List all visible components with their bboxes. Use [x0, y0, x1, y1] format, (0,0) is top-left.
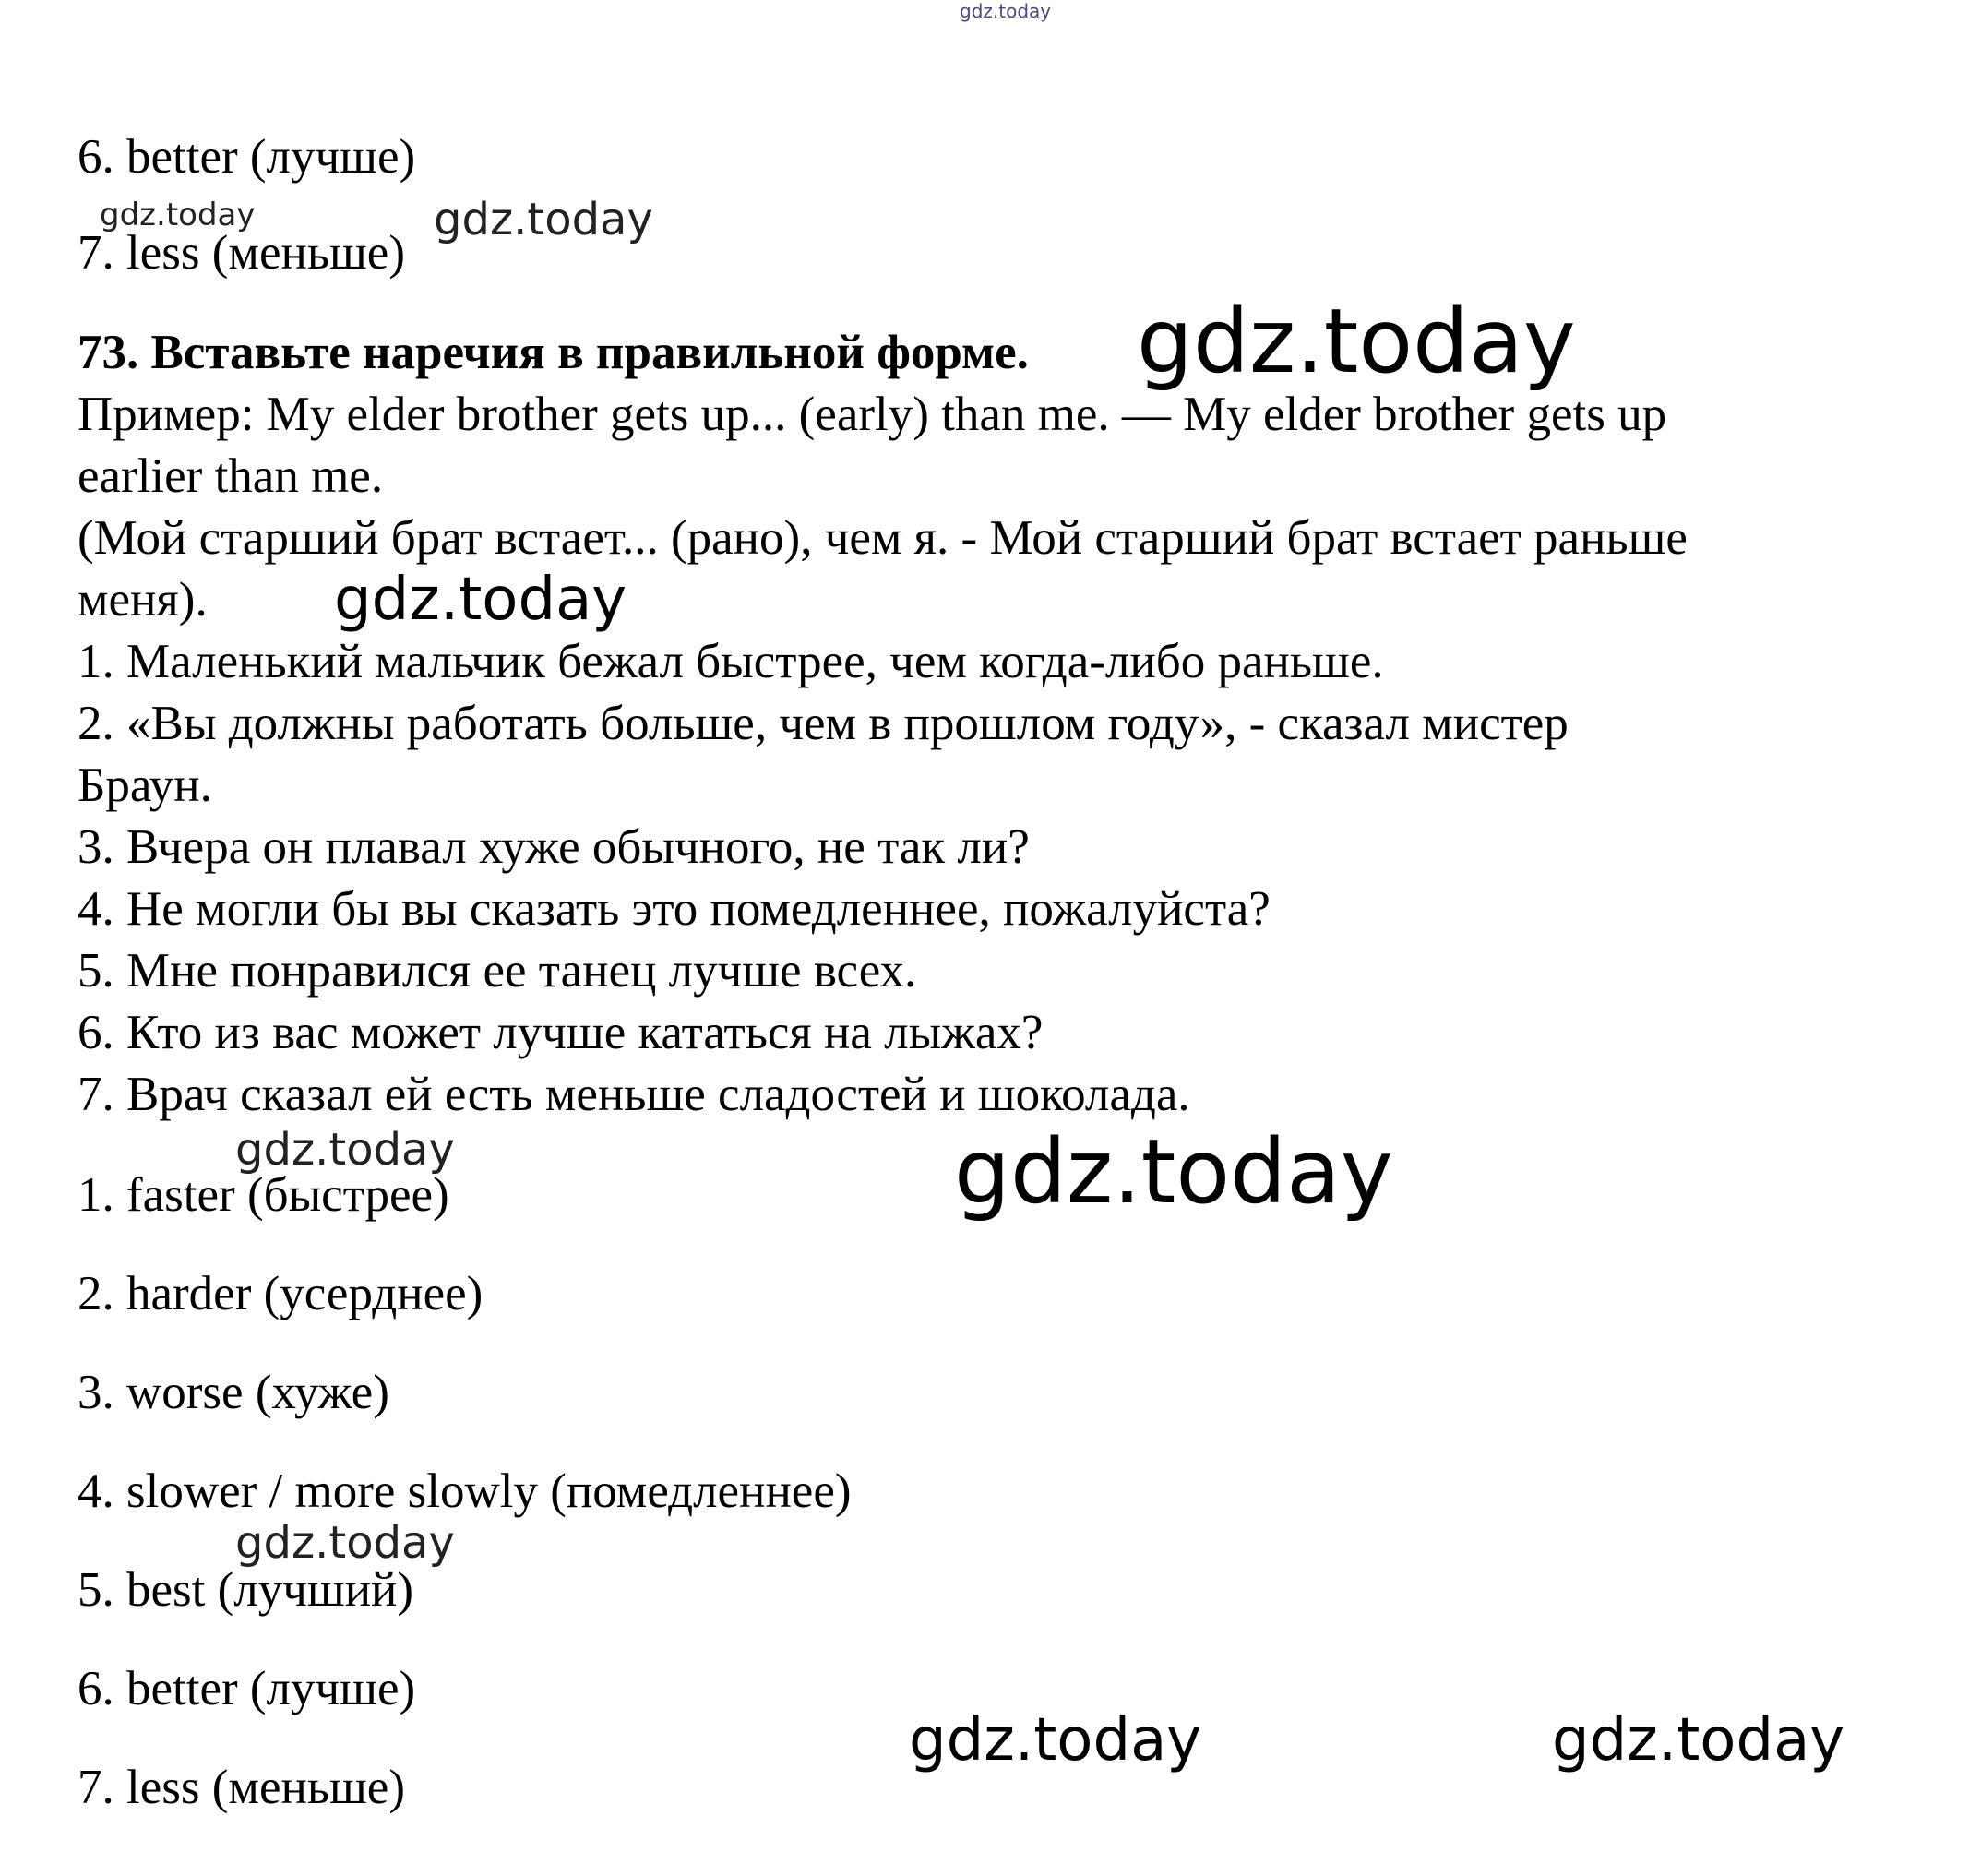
sentence-item: 6. Кто из вас может лучше кататься на лыжах?: [78, 1006, 1044, 1059]
watermark: gdz.today: [235, 1124, 455, 1176]
answer-item: 7. less (меньше): [78, 1761, 405, 1814]
watermark: gdz.today: [434, 194, 653, 245]
answer-item: 6. better (лучше): [78, 1662, 416, 1715]
watermark: gdz.today: [909, 1706, 1202, 1774]
sentence-item: 5. Мне понравился ее танец лучше всех.: [78, 944, 917, 998]
sentence-item: 3. Вчера он плавал хуже обычного, не так ли?: [78, 820, 1030, 874]
answer-item: 6. better (лучше): [78, 130, 416, 184]
answer-item: 3. worse (хуже): [78, 1366, 389, 1419]
answer-item: 7. less (меньше): [78, 226, 405, 280]
watermark-top: gdz.today: [960, 0, 1052, 22]
answer-item: 2. harder (усерднее): [78, 1267, 483, 1320]
watermark: gdz.today: [334, 566, 627, 634]
sentence-item: 7. Врач сказал ей есть меньше сладостей и шоколада.: [78, 1068, 1190, 1121]
sentence-item: 2. «Вы должны работать больше, чем в прошлом году», - сказал мистер: [78, 697, 1569, 750]
watermark: gdz.today: [954, 1120, 1393, 1224]
answer-item: 5. best (лучший): [78, 1563, 414, 1617]
sentence-item: 1. Маленький мальчик бежал быстрее, чем когда-либо раньше.: [78, 635, 1384, 688]
watermark: gdz.today: [100, 197, 256, 233]
exercise-heading: 73. Вставьте наречия в правильной форме.: [78, 326, 1029, 379]
watermark: gdz.today: [1552, 1706, 1845, 1774]
example-text: Пример: My elder brother gets up... (early) than me. — My elder brother gets up: [78, 388, 1667, 441]
answer-item: 1. faster (быстрее): [78, 1168, 449, 1222]
example-translation: меня).: [78, 573, 208, 627]
example-text: earlier than me.: [78, 449, 384, 503]
sentence-item: 4. Не могли бы вы сказать это помедленнее, пожалуйста?: [78, 882, 1271, 936]
answer-item: 4. slower / more slowly (помедленнее): [78, 1464, 852, 1518]
sentence-item: Браун.: [78, 759, 212, 812]
example-translation: (Мой старший брат встает... (рано), чем я. - Мой старший брат встает раньше: [78, 511, 1688, 565]
watermark: gdz.today: [1137, 290, 1576, 393]
watermark: gdz.today: [235, 1517, 455, 1569]
